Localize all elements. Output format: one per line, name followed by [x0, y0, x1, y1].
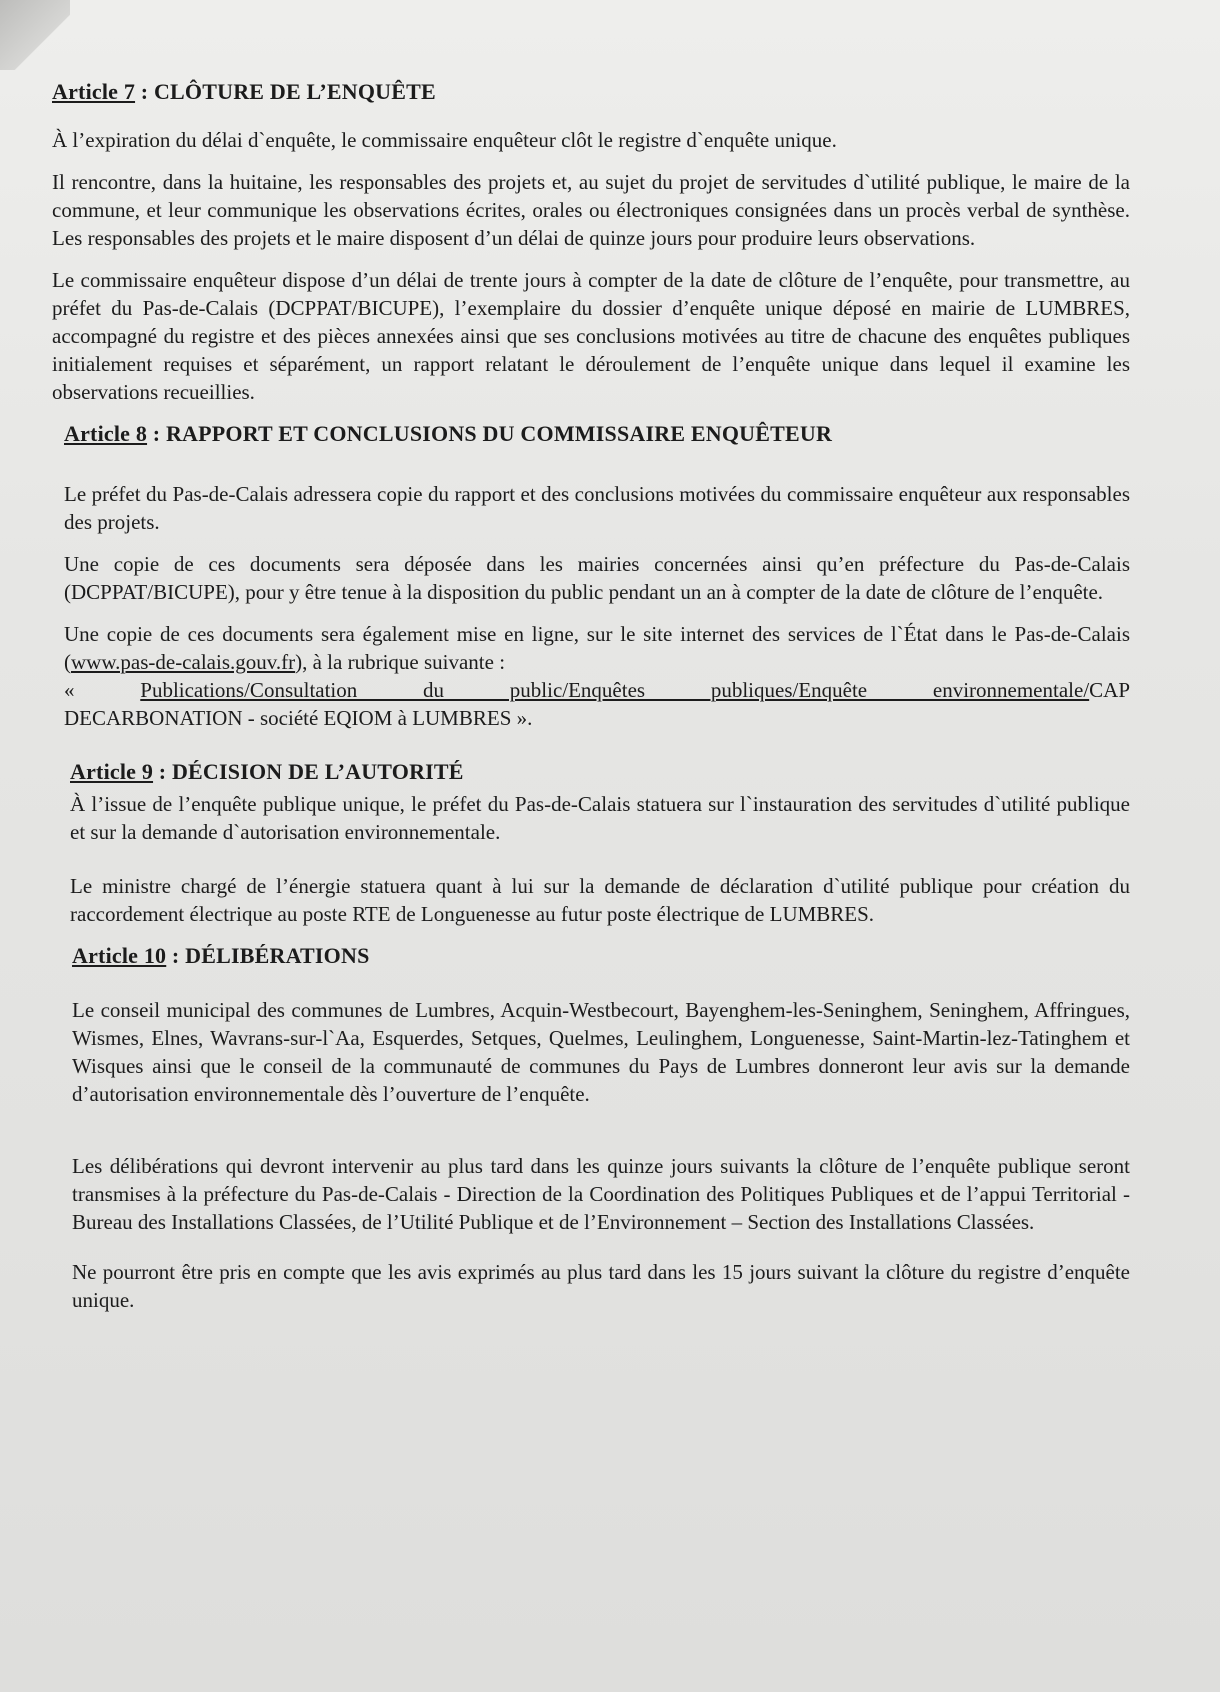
article-10-number: Article 10 — [72, 943, 167, 968]
article-9 — [52, 758, 1130, 928]
article-10 — [52, 942, 1130, 1314]
rubrique-path-line-2: DECARBONATION - société EQIOM à LUMBRES ». — [64, 706, 533, 730]
article-7-paragraph-3: Le commissaire enquêteur dispose d’un délai de trente jours à compter de la date de clôture de l’enquête, pour transmettre, au préfet du Pas-de-Calais (DCPPAT/BICUPE), l’exemplaire du dossier d’enquête unique déposé en mairie de LUMBRES, accompagné du registre et des pièces annexées ainsi que ses conclusions motivées au titre de chacune des enquêtes publiques initialement requises et séparément, un rapport relatant le déroulement de l’enquête unique dans lequel il examine les observations recueillies. — [52, 268, 1130, 404]
article-8-paragraph-1: Le préfet du Pas-de-Calais adressera copie du rapport et des conclusions motivées du commissaire enquêteur aux responsables des projets. — [64, 482, 1130, 534]
article-10-paragraph-2: Les délibérations qui devront intervenir au plus tard dans les quinze jours suivants la clôture de l’enquête publique seront transmises à la préfecture du Pas-de-Calais - Direction de la Coordination des Politiques Publiques et de l’appui Territorial - Bureau des Installations Classées, de l’Utilité Publique et de l’Environnement – Section des Installations Classées. — [72, 1154, 1130, 1234]
article-9-paragraph-2: Le ministre chargé de l’énergie statuera quant à lui sur la demande de déclaration d`utilité publique pour création du raccordement électrique au poste RTE de Longuenesse au futur poste électrique de LUMBRES. — [70, 874, 1130, 926]
article-7 — [52, 78, 1130, 406]
article-9-heading — [70, 758, 1130, 786]
article-7-number: Article 7 — [52, 79, 136, 104]
article-10-heading — [72, 942, 1130, 970]
article-7-paragraph-2: Il rencontre, dans la huitaine, les responsables des projets et, au sujet du projet de servitudes d`utilité publique, le maire de la commune, et leur communique les observations écrites, orales ou électroniques consignées dans un procès verbal de synthèse. Les responsables des projets et le maire disposent d’un délai de quinze jours pour produire leurs observations. — [52, 170, 1130, 250]
article-10-paragraph-1: Le conseil municipal des communes de Lumbres, Acquin-Westbecourt, Bayenghem-les-Seninghem, Seninghem, Affringues, Wismes, Elnes, Wavrans-sur-l`Aa, Esquerdes, Setques, Quelmes, Leulinghem, Longuenesse, Saint-Martin-lez-Tatinghem et Wisques ainsi que le conseil de la communauté de communes du Pays de Lumbres donneront leur avis sur la demande d’autorisation environnementale dès l’ouverture de l’enquête. — [72, 998, 1130, 1106]
article-8-paragraph-2: Une copie de ces documents sera déposée dans les mairies concernées ainsi qu’en préfecture du Pas-de-Calais (DCPPAT/BICUPE), pour y être tenue à la disposition du public pendant un an à compter de la date de clôture de l’enquête. — [64, 552, 1130, 604]
article-10-title: : DÉLIBÉRATIONS — [166, 943, 370, 968]
rubrique-path-rest: CAP — [1089, 678, 1131, 702]
prefecture-website-link[interactable]: www.pas-de-calais.gouv.fr — [71, 650, 296, 674]
article-7-title: : CLÔTURE DE L’ENQUÊTE — [135, 79, 436, 104]
article-8-number: Article 8 — [64, 421, 148, 446]
article-9-title: : DÉCISION DE L’AUTORITÉ — [153, 759, 464, 784]
article-8-title: : RAPPORT ET CONCLUSIONS DU COMMISSAIRE ENQUÊTEUR — [147, 421, 833, 446]
article-7-paragraph-1: À l’expiration du délai d`enquête, le commissaire enquêteur clôt le registre d`enquête unique. — [52, 128, 837, 152]
rubrique-path: Publications/Consultation du public/Enquêtes publiques/Enquête environnementale/ — [140, 678, 1090, 702]
article-8-heading — [64, 420, 1130, 448]
article-8-paragraph-3-end: ), à la rubrique suivante : — [295, 650, 506, 674]
article-9-number: Article 9 — [70, 759, 154, 784]
rubrique-open-quote: « — [64, 678, 141, 702]
article-8-paragraph-3 — [64, 620, 1130, 676]
rubrique-path-line — [64, 676, 1130, 704]
article-8 — [52, 420, 1130, 732]
article-10-paragraph-3: Ne pourront être pris en compte que les avis exprimés au plus tard dans les 15 jours suivant la clôture du registre d’enquête unique. — [72, 1260, 1130, 1312]
article-8-paragraph-3-start: Une copie de ces documents sera également mise en ligne, sur le site internet des services de l`État dans le Pas-de-Calais ( — [64, 622, 1130, 674]
article-9-paragraph-1: À l’issue de l’enquête publique unique, le préfet du Pas-de-Calais statuera sur l`instauration des servitudes d`utilité publique et sur la demande d`autorisation environnementale. — [70, 792, 1130, 844]
article-7-heading — [52, 78, 1130, 106]
